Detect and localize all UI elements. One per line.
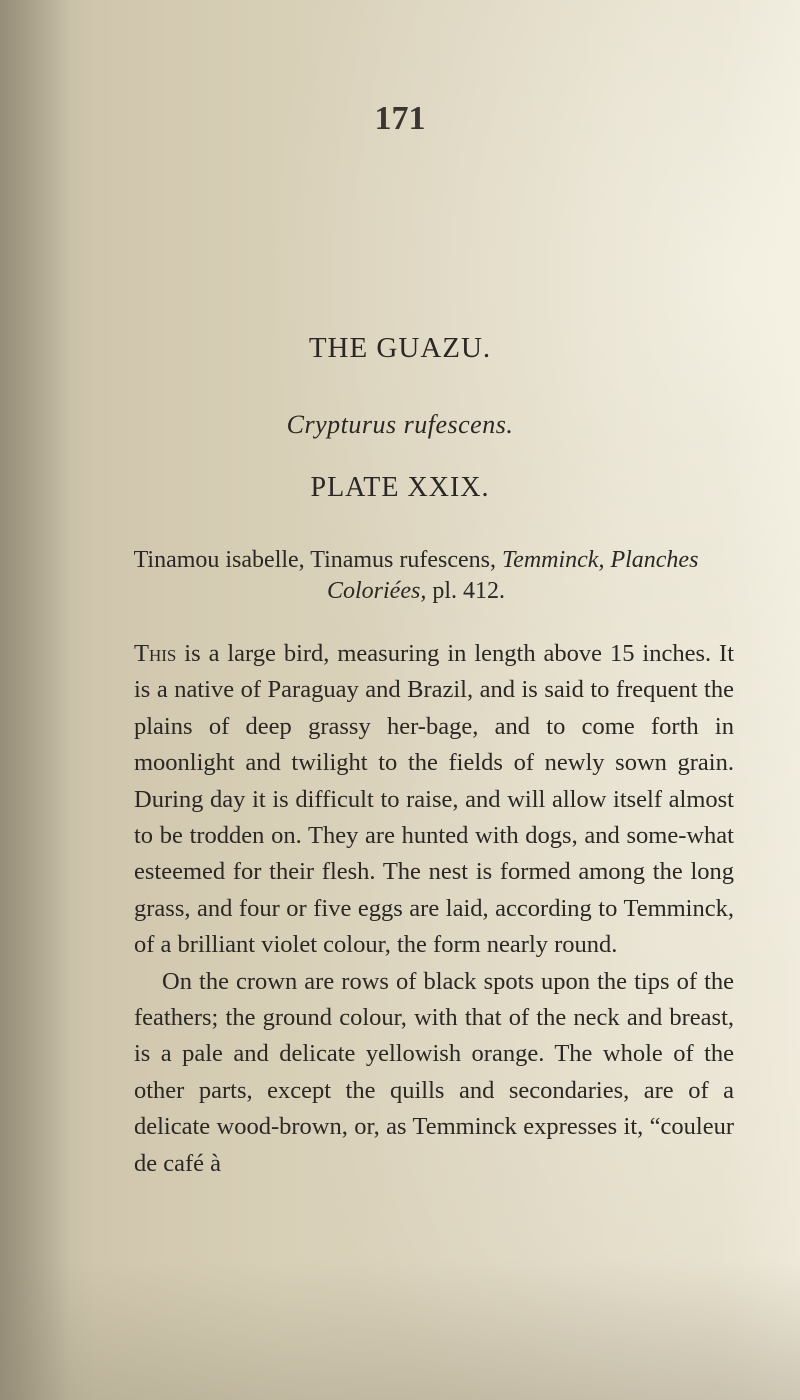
paragraph-1 <box>134 636 734 964</box>
synonym-names: Tinamou isabelle, Tinamus rufescens, <box>133 547 503 573</box>
page-number: 171 <box>374 100 426 137</box>
page-edge-shading <box>0 1260 800 1400</box>
paragraph-lead-word: This <box>134 640 177 667</box>
paragraph-1-text: is a large bird, measuring in length above 15 inches. It is a native of Paraguay and Brazil, and is said to frequent the plains of deep grassy her-bage, and to come forth in moonlight and twilight to the fields of newly sown grain. During day it is difficult to raise, and will allow itself almost to be trodden on. They are hunted with dogs, and some-what esteemed for their flesh. The nest is formed among the long grass, and four or five eggs are laid, according to Temminck, of a brilliant violet colour, the form nearly round. <box>134 640 734 959</box>
paragraph-2: On the crown are rows of black spots upon the tips of the feathers; the ground colour, with that of the neck and breast, is a pale and delicate yellowish orange. The whole of the other parts, except the quills and secondaries, are of a delicate wood-brown, or, as Temminck expresses it, “couleur de café à <box>134 967 734 1177</box>
synonymy-citation <box>96 545 736 607</box>
binding-shadow <box>0 0 70 1400</box>
page-title: THE GUAZU. <box>308 332 492 364</box>
body-text <box>134 636 734 1182</box>
synonym-authority: Temminck, Planches Coloriées, <box>327 547 699 604</box>
synonym-reference: pl. 412. <box>426 578 505 604</box>
plate-label: PLATE XXIX. <box>310 472 490 503</box>
scientific-name: Crypturus rufescens. <box>286 410 514 439</box>
